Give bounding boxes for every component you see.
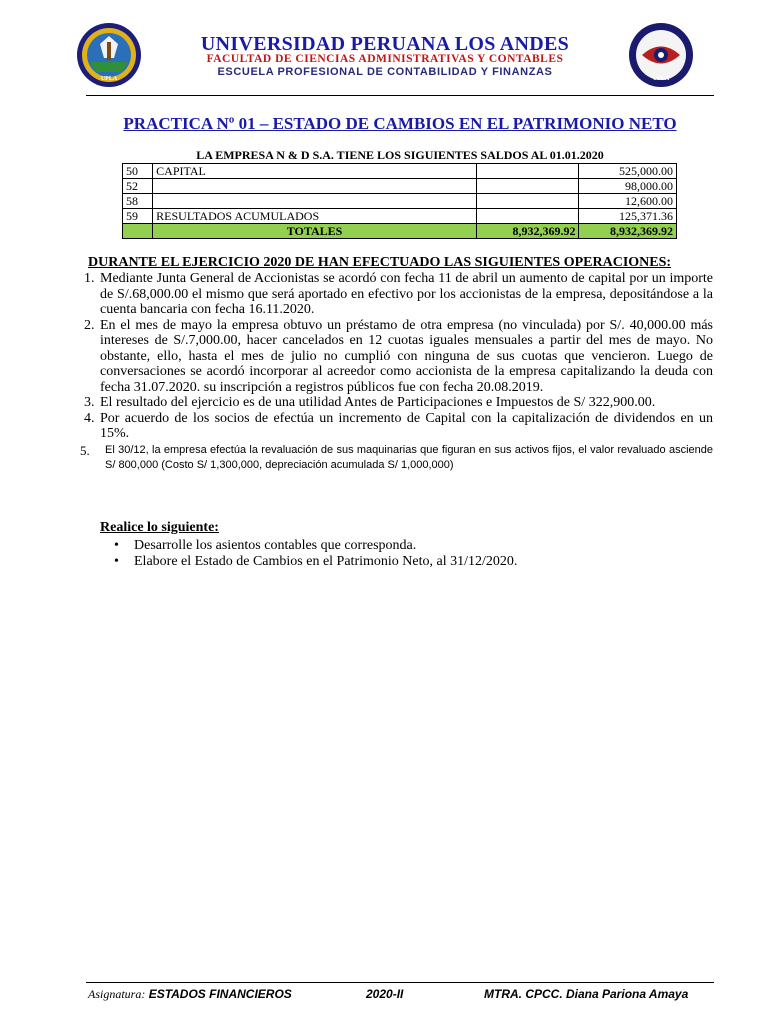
account-name: CAPITAL	[153, 164, 477, 179]
faculty-seal-logo	[628, 22, 694, 88]
totals-label: TOTALES	[153, 224, 477, 239]
item-text: Por acuerdo de los socios de efectúa un incremento de Capital con la capitalización de dividendos en un 15%.	[100, 410, 713, 441]
table-row	[123, 164, 677, 179]
debit-cell	[476, 209, 579, 224]
table-row	[123, 179, 677, 194]
svg-text:UPLA: UPLA	[652, 76, 670, 82]
credit-cell: 125,371.36	[579, 209, 677, 224]
totals-blank	[123, 224, 153, 239]
list-item	[80, 411, 713, 442]
account-name	[153, 179, 477, 194]
debit-cell	[476, 179, 579, 194]
bullet-icon: •	[114, 538, 119, 553]
account-code: 50	[123, 164, 153, 179]
item-number: 1.	[84, 271, 95, 286]
table-row	[123, 194, 677, 209]
list-item	[80, 395, 713, 411]
header-divider	[86, 95, 714, 96]
university-name: UNIVERSIDAD PERUANA LOS ANDES	[200, 33, 570, 55]
list-item	[80, 318, 713, 396]
item-number: 5.	[80, 442, 90, 458]
item-text: El 30/12, la empresa efectúa la revaluación de sus maquinarias que figuran en sus activos fijos, el valor revaluado asciende S/ 800,000 (Costo S/ 1,300,000, depreciación acumulada S/ 1,000,000)	[105, 443, 713, 471]
item-text: Mediante Junta General de Accionistas se acordó con fecha 11 de abril un aumento de capital por un importe de S/.68,000.00 el mismo que será aportado en efectivo por los accionistas de la empresa, depositándose a la cuenta bancaria con fecha 16.11.2020.	[100, 271, 713, 317]
task-text: Desarrolle los asientos contables que corresponda.	[134, 538, 417, 553]
svg-text:UPLA: UPLA	[100, 76, 118, 82]
task-text: Elabore el Estado de Cambios en el Patrimonio Neto, al 31/12/2020.	[134, 554, 518, 569]
tasks-heading: Realice lo siguiente:	[100, 520, 219, 535]
item-number: 4.	[84, 410, 95, 426]
account-name: RESULTADOS ACUMULADOS	[153, 209, 477, 224]
tasks-list	[112, 538, 517, 570]
faculty-name: FACULTAD DE CIENCIAS ADMINISTRATIVAS Y CONTABLES	[206, 53, 564, 65]
subject-label: Asignatura:	[88, 987, 146, 1001]
footer-period: 2020-II	[366, 987, 404, 1001]
table-caption: LA EMPRESA N & D S.A. TIENE LOS SIGUIENTES SALDOS AL 01.01.2020	[196, 148, 604, 162]
totals-row	[123, 224, 677, 239]
account-code: 58	[123, 194, 153, 209]
list-item	[80, 271, 713, 318]
subject-name: ESTADOS FINANCIEROS	[148, 987, 292, 1001]
university-seal-logo	[76, 22, 142, 88]
credit-cell: 12,600.00	[579, 194, 677, 209]
school-name: ESCUELA PROFESIONAL DE CONTABILIDAD Y FINANZAS	[217, 66, 553, 78]
table-row	[123, 209, 677, 224]
totals-debit: 8,932,369.92	[476, 224, 579, 239]
item-text: En el mes de mayo la empresa obtuvo un préstamo de otra empresa (no vinculada) por S/. 40,000.00 más intereses de S/.7,000.00, hacer cancelados en 12 cuotas iguales mensuales a partir del mes de mayo. No obstante, ello, hasta el mes de julio no cumplió con ninguna de sus cuotas que vencieron. Luego de conversaciones se acordó incorporar al acreedor como accionista de la empresa capitalizando la deuda con fecha 31.07.2020. su inscripción a registros públicos fue con fecha 20.08.2019.	[100, 317, 713, 395]
footer-divider	[86, 982, 714, 983]
operations-heading: DURANTE EL EJERCICIO 2020 DE HAN EFECTUADO LAS SIGUIENTES OPERACIONES:	[88, 255, 672, 270]
footer-subject	[88, 987, 292, 1002]
page-title: PRACTICA Nº 01 – ESTADO DE CAMBIOS EN EL PATRIMONIO NETO	[123, 114, 677, 133]
list-item	[112, 538, 517, 554]
item-text: El resultado del ejercicio es de una utilidad Antes de Participaciones e Impuestos de S/ 322,900.00.	[100, 395, 656, 410]
item-number: 2.	[84, 317, 95, 333]
account-code: 52	[123, 179, 153, 194]
list-item	[80, 443, 713, 473]
debit-cell	[476, 194, 579, 209]
credit-cell: 525,000.00	[579, 164, 677, 179]
operations-list	[80, 271, 713, 473]
debit-cell	[476, 164, 579, 179]
item-number: 3.	[84, 395, 95, 410]
totals-credit: 8,932,369.92	[579, 224, 677, 239]
bullet-icon: •	[114, 554, 119, 569]
account-name	[153, 194, 477, 209]
account-code: 59	[123, 209, 153, 224]
balances-table	[122, 163, 677, 239]
credit-cell: 98,000.00	[579, 179, 677, 194]
footer-teacher: MTRA. CPCC. Diana Pariona Amaya	[484, 987, 689, 1001]
list-item	[112, 554, 517, 570]
